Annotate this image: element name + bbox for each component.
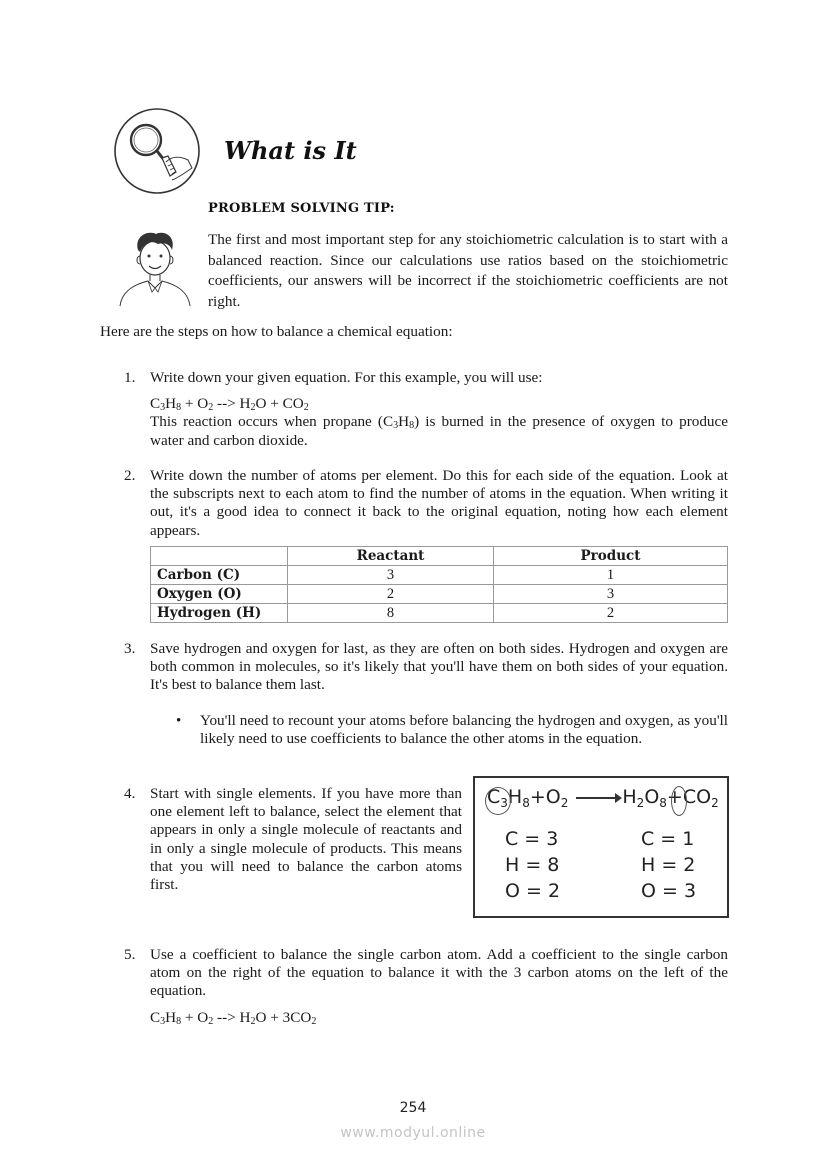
count-line: H = 2 <box>641 854 696 876</box>
diagram-equation: $C_3H_8+O_2$ $H_2O_8+CO_2$ <box>487 786 719 810</box>
reactant-cell: 8 <box>288 604 494 623</box>
count-line: C = 3 <box>505 828 559 850</box>
step-number: 3. <box>124 640 136 657</box>
step-text: Use a coefficient to balance the single carbon atom. Add a coefficient to the single carbon atom on the right of the equation to balance it with the 3 carbon atoms on the left of the equation. <box>150 946 728 1000</box>
step-number: 2. <box>124 467 136 484</box>
reactant-cell: 3 <box>288 566 494 585</box>
step-number: 1. <box>124 369 136 386</box>
chemical-equation: $C_3H_8 + O_2$ --> $H_2O + 3CO_2$ <box>150 1008 317 1027</box>
student-avatar-icon <box>114 226 196 308</box>
bullet-text: You'll need to recount your atoms before balancing the hydrogen and oxygen, as you'll likely need to use coefficients to balance the other atoms in the equation. <box>200 712 728 748</box>
step-1 <box>124 369 728 450</box>
tip-heading: PROBLEM SOLVING TIP: <box>208 201 395 216</box>
element-cell: Oxygen (O) <box>151 585 288 604</box>
count-line: H = 8 <box>505 854 560 876</box>
bullet-icon: • <box>176 712 182 729</box>
reactant-cell: 2 <box>288 585 494 604</box>
table-row <box>151 585 728 604</box>
arrow-icon <box>576 797 620 799</box>
atom-count-diagram <box>473 776 729 918</box>
reaction-note: This reaction occurs when propane $(C_3H_8)$ is burned in the presence of oxygen to produce water and carbon dioxide. <box>150 413 729 449</box>
step-text: Write down the number of atoms per element. Do this for each side of the equation. Look at the subscripts next to each atom to find the number of atoms in the equation. When writing it out, it's a good idea to connect it back to the original equation, noting how each element appears. <box>150 467 728 539</box>
tip-paragraph: The first and most important step for any stoichiometric calculation is to start with a balanced reaction. Since our calculations use ratios based on the stoichiometric coefficients, our answers will be incorrect if the stoichiometric coefficients are not right. <box>208 231 728 310</box>
element-cell: Hydrogen (H) <box>151 604 288 623</box>
table-header-cell: Reactant <box>288 547 494 566</box>
product-cell: 3 <box>494 585 728 604</box>
circle-mark <box>671 786 687 816</box>
table-header-row <box>151 547 728 566</box>
page-number: 254 <box>399 1100 427 1116</box>
table-row <box>151 566 728 585</box>
table-row <box>151 604 728 623</box>
section-title: What is It <box>224 136 357 165</box>
count-line: C = 1 <box>641 828 695 850</box>
reactant-counts <box>505 826 560 904</box>
product-counts <box>641 826 696 904</box>
step-5 <box>124 946 728 1027</box>
atom-count-table <box>150 546 728 623</box>
chemical-equation: $C_3H_8 + O_2$ --> $H_2O + CO_2$ <box>150 395 309 414</box>
step-4 <box>124 785 462 894</box>
count-line: O = 3 <box>641 880 697 902</box>
product-cell: 1 <box>494 566 728 585</box>
bullet-item <box>176 712 728 748</box>
step-number: 4. <box>124 785 136 802</box>
step-2 <box>124 467 728 540</box>
table-header-cell: Product <box>494 547 728 566</box>
table-header-cell <box>151 547 288 566</box>
step-text: Start with single elements. If you have more than one element left to balance, select the element that appears in only a single molecule of reactants and in only a single molecule of products. This means that you will need to balance the carbon atoms first. <box>150 785 462 894</box>
step-number: 5. <box>124 946 136 963</box>
watermark: www.modyul.online <box>340 1125 486 1141</box>
step-3 <box>124 640 728 695</box>
element-cell: Carbon (C) <box>151 566 288 585</box>
magnifier-in-hand-icon <box>112 106 202 196</box>
count-line: O = 2 <box>505 880 561 902</box>
intro-text: Here are the steps on how to balance a chemical equation: <box>100 323 453 340</box>
product-cell: 2 <box>494 604 728 623</box>
step-text: Write down your given equation. For this example, you will use: <box>150 369 543 386</box>
step-text: Save hydrogen and oxygen for last, as they are often on both sides. Hydrogen and oxygen are both common in molecules, so it's likely that you'll have them on both sides of your equation. It's best to balance them last. <box>150 640 728 694</box>
circle-mark <box>485 787 511 815</box>
